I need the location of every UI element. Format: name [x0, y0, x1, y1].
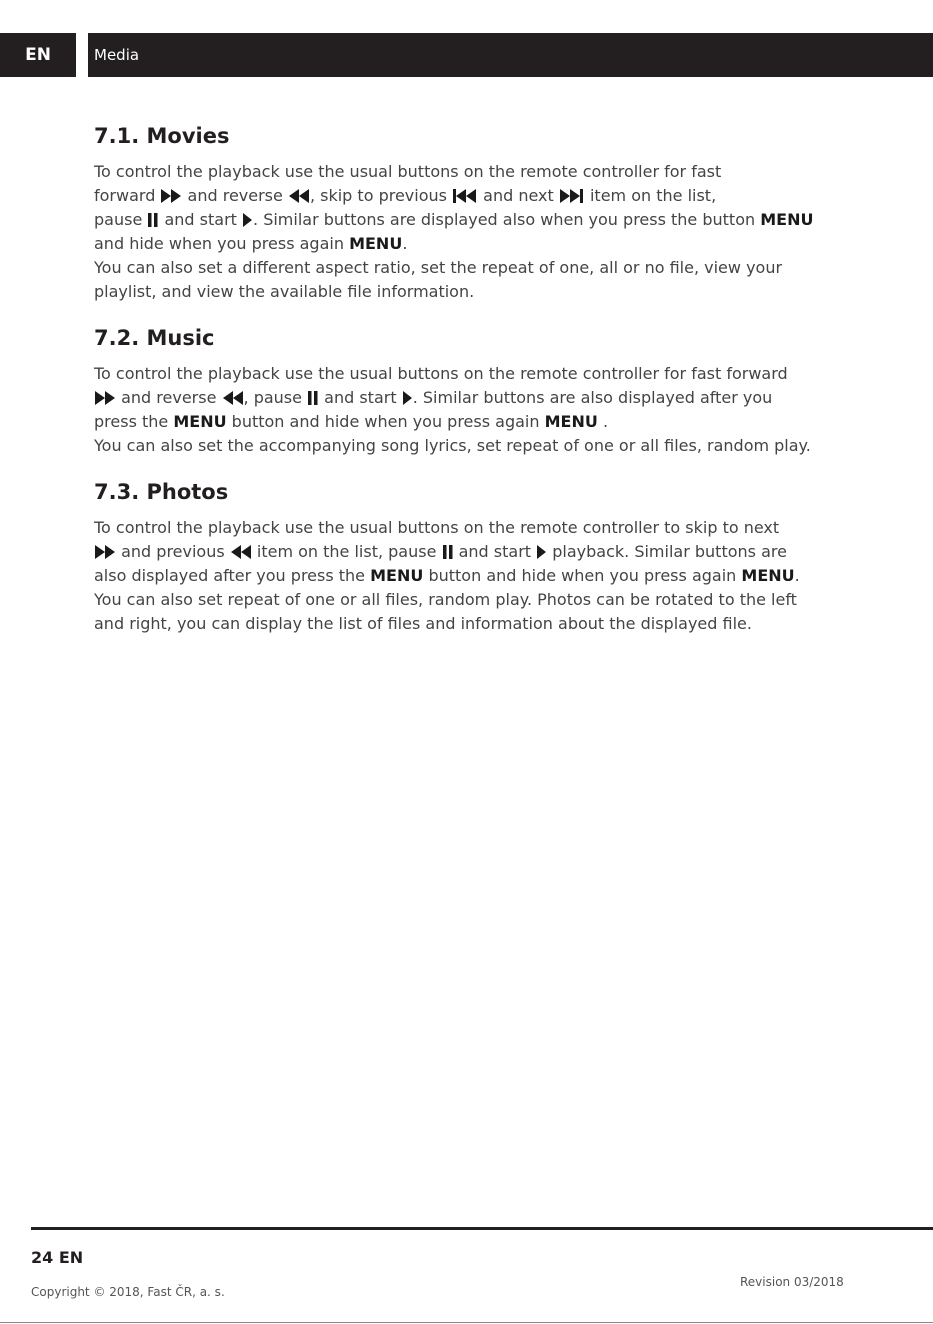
text: and reverse [187, 186, 283, 205]
text: and reverse [121, 388, 217, 407]
text: also displayed after you press the [94, 566, 366, 585]
paragraph [94, 160, 839, 304]
rewind-icon [289, 189, 309, 203]
rewind-icon [231, 545, 251, 559]
text: You can also set repeat of one or all files, random play. Photos can be rotated to the left [94, 590, 797, 609]
paragraph [94, 516, 839, 636]
rewind-icon [223, 391, 243, 405]
text: button and hide when you press again [428, 566, 737, 585]
pause-icon [148, 213, 158, 227]
text: . [794, 566, 800, 585]
text: and previous [121, 542, 225, 561]
skip-previous-icon [453, 189, 477, 203]
text: and right, you can display the list of files and information about the displayed file. [94, 614, 752, 633]
pause-icon [443, 545, 453, 559]
text: , skip to previous [309, 186, 447, 205]
page-content [94, 118, 839, 652]
play-icon [537, 545, 546, 559]
language-label: EN [0, 33, 76, 77]
text: You can also set a different aspect ratio, set the repeat of one, all or no file, view your [94, 258, 783, 277]
pause-icon [308, 391, 318, 405]
header-bar [0, 33, 933, 77]
menu-keyword: MENU [544, 412, 598, 431]
text: . Similar buttons are also displayed after you [412, 388, 773, 407]
menu-keyword: MENU [370, 566, 424, 585]
text: forward [94, 186, 156, 205]
text: item on the list, pause [256, 542, 437, 561]
section-movies [94, 118, 839, 304]
copyright-text: Copyright © 2018, Fast ČR, a. s. [31, 1285, 225, 1299]
menu-keyword: MENU [741, 566, 795, 585]
text: and start [458, 542, 532, 561]
text: , pause [243, 388, 302, 407]
menu-keyword: MENU [349, 234, 403, 253]
skip-next-icon [560, 189, 584, 203]
page-bottom-line [0, 1322, 933, 1323]
text: . [402, 234, 408, 253]
fast-forward-icon [95, 545, 115, 559]
text: To control the playback use the usual buttons on the remote controller for fast forward [94, 364, 788, 383]
menu-keyword: MENU [173, 412, 227, 431]
fast-forward-icon [95, 391, 115, 405]
text: To control the playback use the usual buttons on the remote controller for fast [94, 162, 722, 181]
play-icon [243, 213, 252, 227]
text: item on the list, [589, 186, 717, 205]
play-icon [403, 391, 412, 405]
menu-keyword: MENU [760, 210, 814, 229]
text: pause [94, 210, 143, 229]
header-title: Media [94, 46, 140, 64]
text: . Similar buttons are displayed also when you press the button [253, 210, 756, 229]
section-music [94, 320, 839, 458]
footer-divider [31, 1227, 933, 1230]
section-heading: 7.2. Music [94, 326, 215, 350]
text: You can also set the accompanying song lyrics, set repeat of one or all files, random play. [94, 436, 811, 455]
text: and start [164, 210, 237, 229]
text: . [602, 412, 609, 431]
section-heading: 7.3. Photos [94, 480, 229, 504]
text: playback. Similar buttons are [552, 542, 787, 561]
text: and hide when you press again [94, 234, 344, 253]
text: playlist, and view the available file information. [94, 282, 475, 301]
section-photos [94, 474, 839, 636]
section-heading: 7.1. Movies [94, 124, 230, 148]
header-separator [76, 33, 88, 77]
text: To control the playback use the usual buttons on the remote controller to skip to next [94, 518, 780, 537]
fast-forward-icon [161, 189, 181, 203]
text: button and hide when you press again [231, 412, 540, 431]
page-number: 24 EN [31, 1248, 84, 1267]
text: press the [94, 412, 169, 431]
text: and start [324, 388, 397, 407]
text: and next [483, 186, 554, 205]
paragraph [94, 362, 839, 458]
revision-text: Revision 03/2018 [740, 1275, 844, 1289]
